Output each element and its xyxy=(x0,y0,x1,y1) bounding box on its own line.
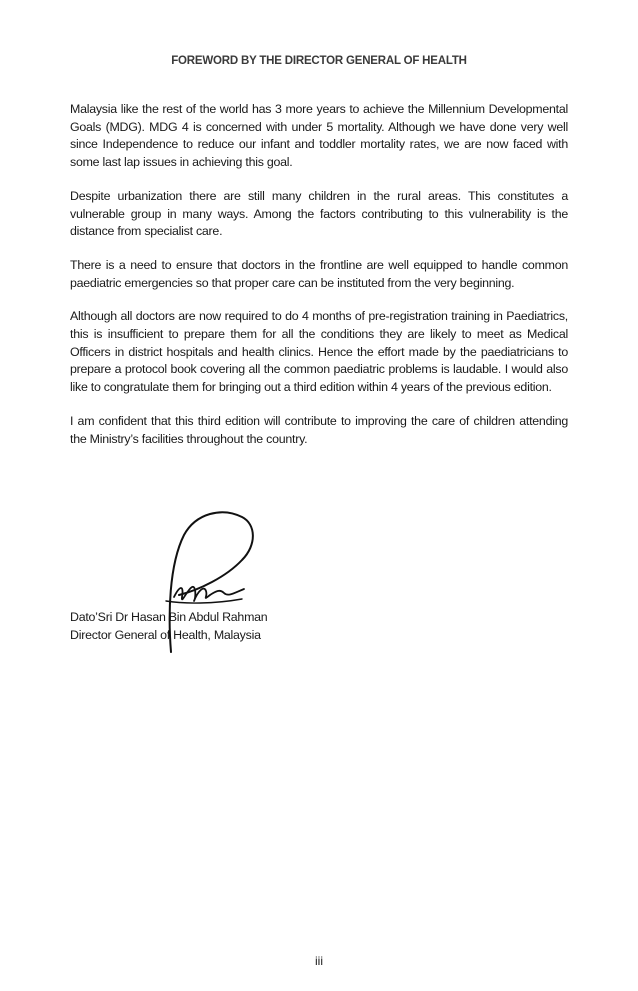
signature-stroke-main xyxy=(170,512,253,652)
page-title: FOREWORD BY THE DIRECTOR GENERAL OF HEALTH xyxy=(171,55,467,67)
signatory-title: Director General of Health, Malaysia xyxy=(70,627,261,642)
page-number: iii xyxy=(315,954,323,968)
paragraph-4: Although all doctors are now required to do 4 months of pre-registration training in Paediatrics, this is insufficient to prepare them for all the conditions they are likely to meet as Medical Officers in district hospitals and health clinics. Hence the effort made by the paediatricians to prepare a protocol book covering all the common paediatric problems is laudable. I would also like to congratulate them for bringing out a third edition within 4 years of the previous edition. xyxy=(70,309,568,395)
paragraph-5: I am confident that this third edition will contribute to improving the care of children attending the Ministry’s facilities throughout the country. xyxy=(70,413,568,446)
paragraph-1: Malaysia like the rest of the world has 3 more years to achieve the Millennium Developmental Goals (MDG). MDG 4 is concerned with under 5 mortality. Although we have done very well since Independence to reduce our infant and toddler mortality rates, we are now faced with some last lap issues in achieving this goal. xyxy=(70,102,568,170)
foreword-body xyxy=(70,101,568,464)
handwritten-signature xyxy=(154,505,344,665)
signatory-name: Dato’Sri Dr Hasan Bin Abdul Rahman xyxy=(70,610,268,624)
paragraph-2: Despite urbanization there are still many children in the rural areas. This constitutes a vulnerable group in many ways. Among the factors contributing to this vulnerability is the distance from specialist care. xyxy=(70,188,568,239)
signature-underline xyxy=(166,599,242,603)
paragraph-3: There is a need to ensure that doctors in the frontline are well equipped to handle common paediatric emergencies so that proper care can be instituted from the very beginning. xyxy=(70,257,568,290)
